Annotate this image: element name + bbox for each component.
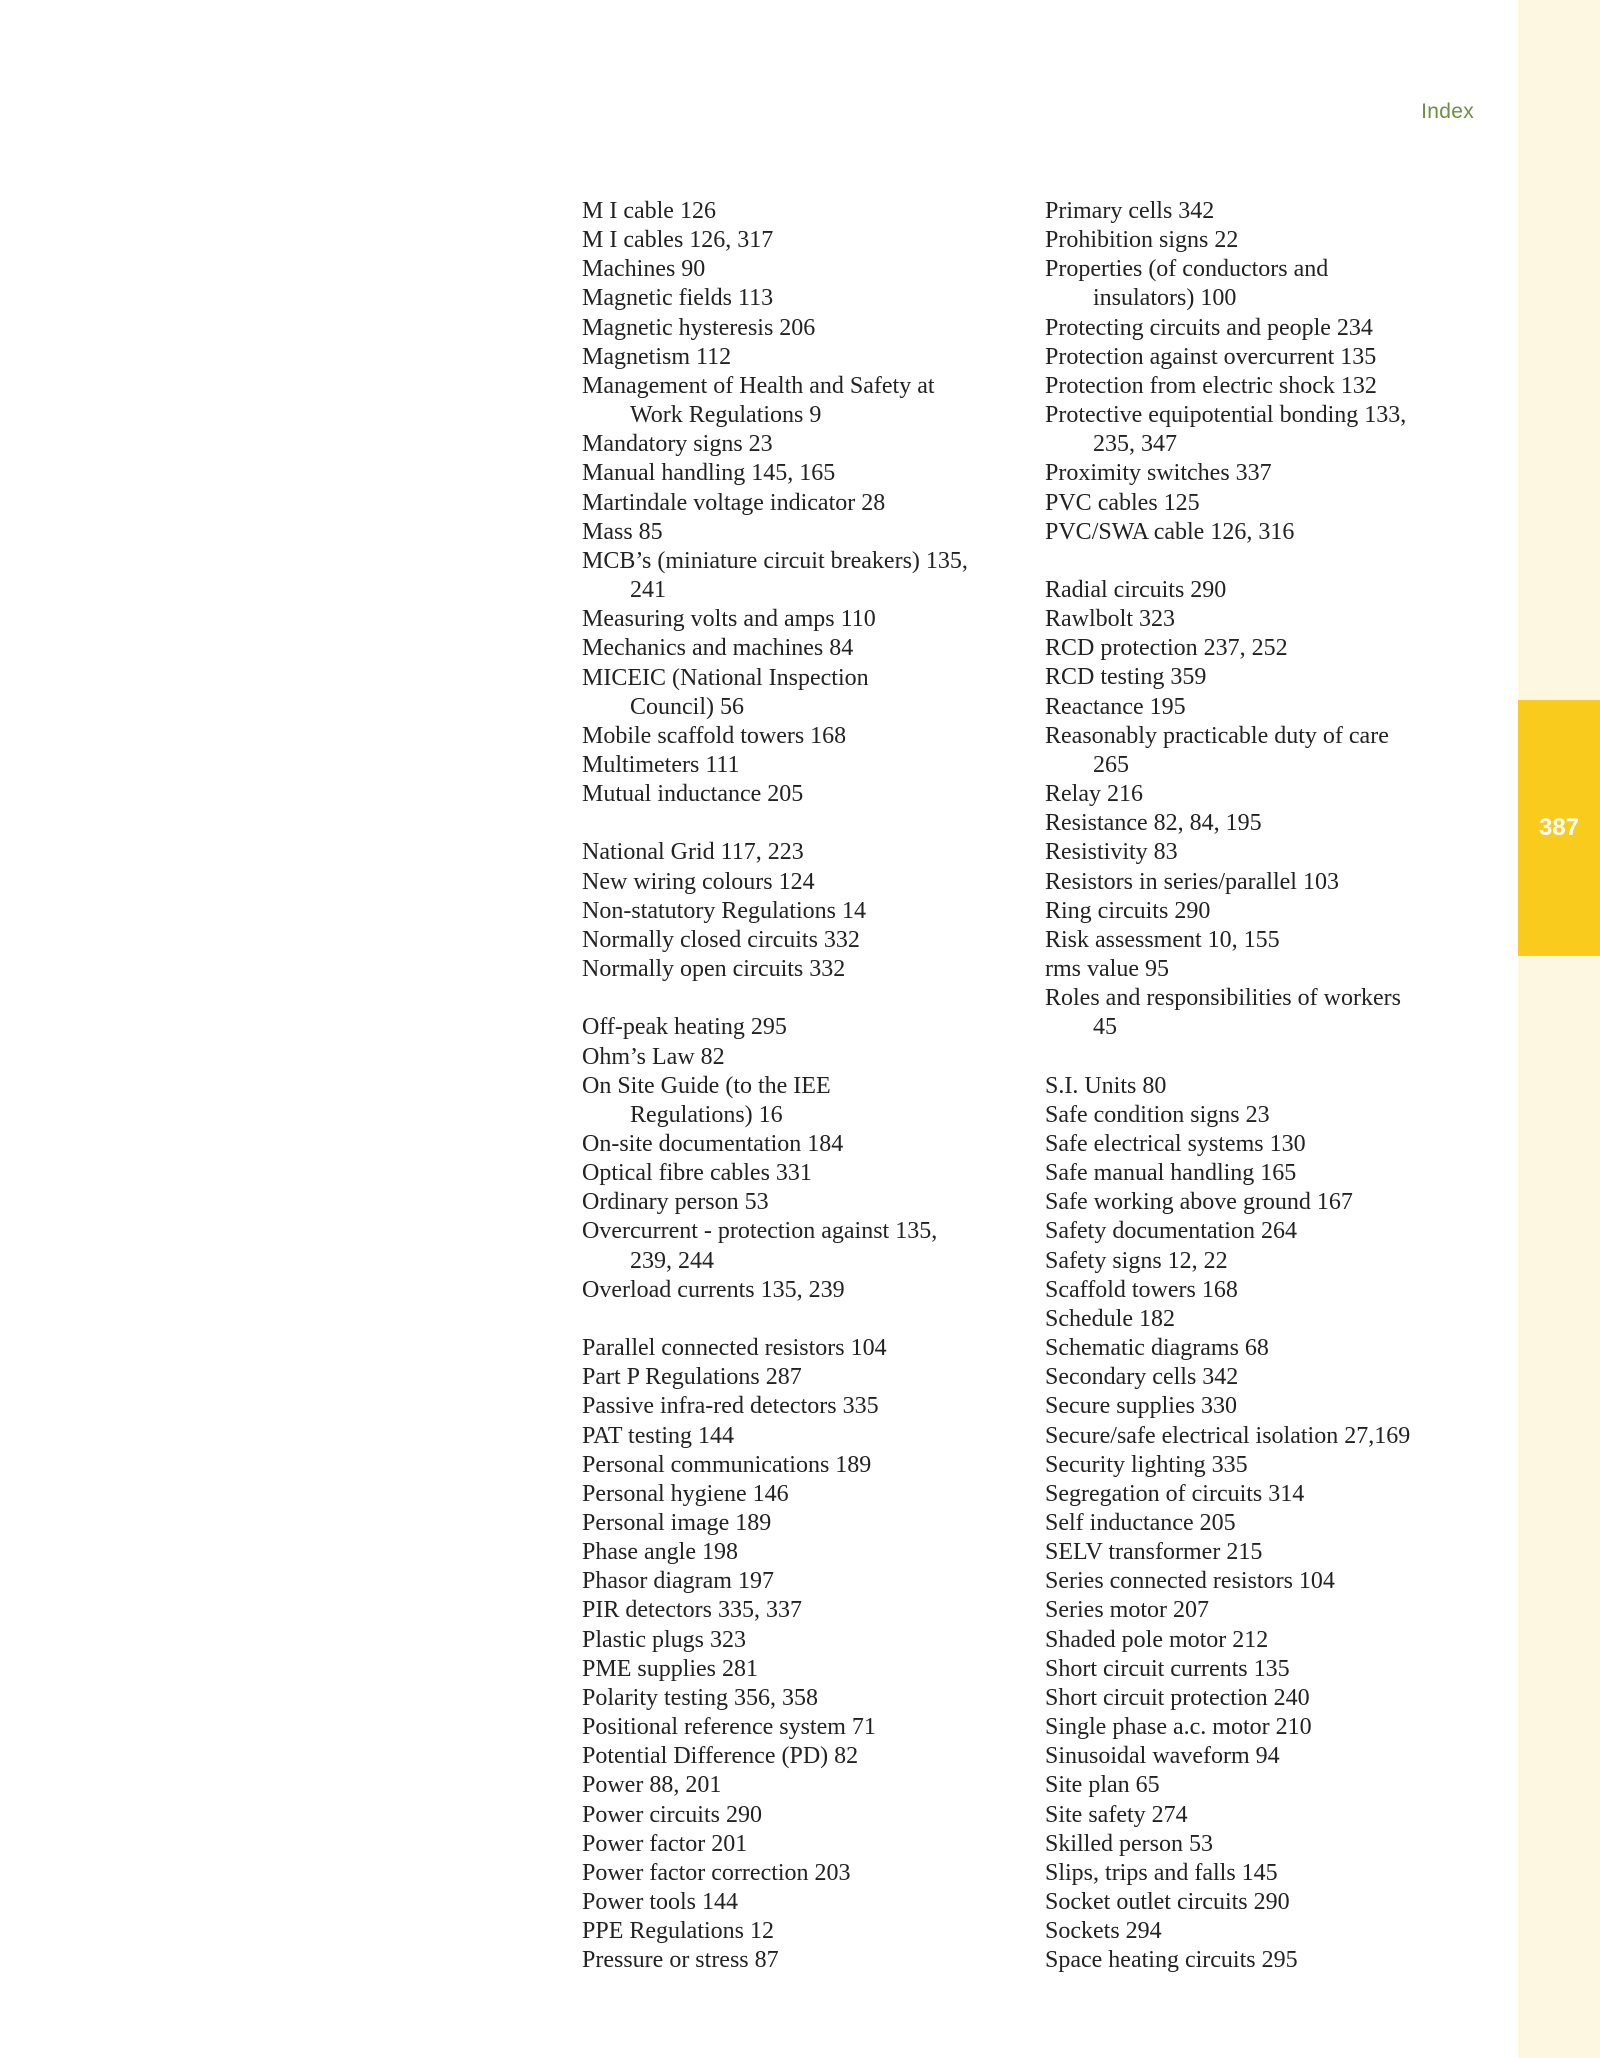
index-entry: Series connected resistors 104 (1045, 1568, 1335, 1595)
index-entry: Management of Health and Safety at Work Regulations 9 (582, 372, 935, 429)
index-entry: Off-peak heating 295 (582, 1014, 787, 1041)
index-entry: Mandatory signs 23 (582, 431, 773, 458)
index-entry: Space heating circuits 295 (1045, 1947, 1298, 1974)
index-entry: Skilled person 53 (1045, 1830, 1213, 1857)
index-entry: Proximity switches 337 (1045, 460, 1272, 487)
index-entry: Protective equipotential bonding 133, 235, 347 (1045, 402, 1407, 458)
index-entry: Measuring volts and amps 110 (582, 606, 876, 633)
index-entry: PVC cables 125 (1045, 489, 1200, 516)
index-entry: Ring circuits 290 (1045, 897, 1211, 924)
index-entry: Power factor 201 (582, 1830, 748, 1857)
index-entry: Relay 216 (1045, 781, 1143, 808)
index-entry: Parallel connected resistors 104 (582, 1335, 887, 1362)
index-entry: National Grid 117, 223 (582, 839, 804, 866)
index-entry: Safe condition signs 23 (1045, 1101, 1270, 1128)
index-entry: Self inductance 205 (1045, 1510, 1236, 1536)
index-entry: Part P Regulations 287 (582, 1364, 802, 1391)
index-column-right (1045, 197, 1475, 1976)
index-entry: Power factor correction 203 (582, 1859, 851, 1886)
index-entry: SELV transformer 215 (1045, 1539, 1263, 1566)
index-entry: PVC/SWA cable 126, 316 (1045, 518, 1295, 545)
index-entry: PPE Regulations 12 (582, 1918, 775, 1945)
index-entry: Reactance 195 (1045, 693, 1186, 720)
index-entry: RCD protection 237, 252 (1045, 635, 1288, 662)
index-entry: Overcurrent - protection against 135, 239, 244 (582, 1218, 938, 1274)
index-entry: Safe manual handling 165 (1045, 1160, 1297, 1187)
index-entry: Rawlbolt 323 (1045, 606, 1175, 633)
index-entry: Scaffold towers 168 (1045, 1276, 1238, 1303)
index-entry: Socket outlet circuits 290 (1045, 1889, 1290, 1916)
index-entry: Secure/safe electrical isolation 27,169 (1045, 1422, 1411, 1449)
index-entry: Safe working above ground 167 (1045, 1189, 1353, 1216)
index-entry: Polarity testing 356, 358 (582, 1684, 818, 1711)
index-entry: Prohibition signs 22 (1045, 227, 1239, 254)
index-entry: Personal communications 189 (582, 1451, 872, 1478)
index-entry: Magnetic fields 113 (582, 285, 774, 312)
index-entry: Normally open circuits 332 (582, 956, 846, 983)
index-entry: Mobile scaffold towers 168 (582, 722, 847, 749)
index-entry: Reasonably practicable duty of care 265 (1045, 722, 1389, 778)
index-entry: Positional reference system 71 (582, 1714, 876, 1741)
index-entry: Shaded pole motor 212 (1045, 1626, 1269, 1653)
index-entry: Power 88, 201 (582, 1772, 722, 1799)
index-entry: On-site documentation 184 (582, 1130, 844, 1157)
index-entry: Machines 90 (582, 256, 706, 283)
index-entry: Protection from electric shock 132 (1045, 372, 1377, 399)
index-entry: PAT testing 144 (582, 1422, 735, 1449)
index-entry: Personal hygiene 146 (582, 1480, 789, 1507)
index-entry: RCD testing 359 (1045, 664, 1207, 691)
index-entry: Schedule 182 (1045, 1305, 1175, 1332)
index-entry: Potential Difference (PD) 82 (582, 1743, 859, 1770)
index-entry: PME supplies 281 (582, 1655, 759, 1682)
index-entry: Non-statutory Regulations 14 (582, 897, 866, 924)
index-entry: Protection against overcurrent 135 (1045, 343, 1377, 370)
index-entry: Risk assessment 10, 155 (1045, 926, 1280, 953)
index-entry: MCB’s (miniature circuit breakers) 135, 241 (582, 547, 968, 604)
index-entry: On Site Guide (to the IEE Regulations) 16 (582, 1072, 831, 1128)
index-entry: Security lighting 335 (1045, 1451, 1248, 1478)
index-entry: Series motor 207 (1045, 1597, 1209, 1624)
index-entry: Properties (of conductors and insulators) 100 (1045, 256, 1329, 312)
side-strip (1518, 0, 1600, 2058)
index-entry: Martindale voltage indicator 28 (582, 489, 886, 516)
index-entry: Roles and responsibilities of workers 45 (1045, 985, 1401, 1041)
index-entry: Mutual inductance 205 (582, 781, 804, 808)
index-entry: Site plan 65 (1045, 1772, 1160, 1799)
index-entry: Schematic diagrams 68 (1045, 1335, 1269, 1362)
index-entry: Phasor diagram 197 (582, 1568, 774, 1595)
index-entry: Secure supplies 330 (1045, 1393, 1237, 1420)
index-entry: Phase angle 198 (582, 1539, 738, 1566)
running-header: Index (1421, 100, 1474, 123)
index-gap (582, 984, 1032, 1013)
index-entry: Safety signs 12, 22 (1045, 1247, 1228, 1274)
index-entry: Magnetism 112 (582, 343, 732, 370)
index-entry: Mass 85 (582, 518, 663, 545)
index-entry: Resistors in series/parallel 103 (1045, 868, 1339, 895)
index-entry: S.I. Units 80 (1045, 1072, 1167, 1099)
index-entry: Normally closed circuits 332 (582, 926, 860, 953)
index-gap (1045, 1043, 1475, 1072)
index-entry: Segregation of circuits 314 (1045, 1480, 1305, 1507)
index-entry: Pressure or stress 87 (582, 1947, 779, 1974)
index-entry: Single phase a.c. motor 210 (1045, 1714, 1312, 1741)
index-entry: Ohm’s Law 82 (582, 1043, 725, 1070)
index-gap (582, 809, 1032, 838)
index-entry: Multimeters 111 (582, 751, 740, 778)
index-entry: PIR detectors 335, 337 (582, 1597, 802, 1624)
index-entry: Resistivity 83 (1045, 839, 1178, 866)
index-entry: Radial circuits 290 (1045, 577, 1227, 604)
index-entry: Sinusoidal waveform 94 (1045, 1743, 1280, 1770)
index-entry: Slips, trips and falls 145 (1045, 1859, 1278, 1886)
page-number: 387 (1538, 814, 1580, 841)
index-gap (1045, 547, 1475, 576)
index-entry: Sockets 294 (1045, 1918, 1162, 1945)
index-entry: Secondary cells 342 (1045, 1364, 1239, 1391)
index-entry: M I cable 126 (582, 198, 716, 224)
index-entry: Ordinary person 53 (582, 1189, 769, 1216)
index-entry: Short circuit protection 240 (1045, 1684, 1310, 1711)
index-entry: Safe electrical systems 130 (1045, 1130, 1306, 1157)
index-entry: Short circuit currents 135 (1045, 1655, 1290, 1682)
index-entry: Overload currents 135, 239 (582, 1276, 845, 1303)
index-entry: Passive infra-red detectors 335 (582, 1393, 879, 1420)
index-entry: Optical fibre cables 331 (582, 1160, 812, 1187)
page-number-tab (1518, 700, 1600, 956)
index-entry: Primary cells 342 (1045, 198, 1215, 224)
index-entry: MICEIC (National Inspection Council) 56 (582, 664, 869, 720)
index-entry: New wiring colours 124 (582, 868, 815, 895)
index-entry: Plastic plugs 323 (582, 1626, 747, 1653)
index-entry: Manual handling 145, 165 (582, 460, 836, 487)
index-entry: Magnetic hysteresis 206 (582, 314, 816, 341)
index-entry: M I cables 126, 317 (582, 227, 774, 254)
index-entry: Resistance 82, 84, 195 (1045, 810, 1262, 837)
index-entry: Mechanics and machines 84 (582, 635, 854, 662)
index-entry: rms value 95 (1045, 956, 1169, 983)
index-entry: Personal image 189 (582, 1509, 772, 1536)
index-column-left (582, 197, 1032, 1975)
index-entry: Power circuits 290 (582, 1801, 762, 1828)
index-entry: Protecting circuits and people 234 (1045, 314, 1373, 341)
index-gap (582, 1305, 1032, 1334)
index-entry: Safety documentation 264 (1045, 1218, 1297, 1245)
index-entry: Site safety 274 (1045, 1801, 1188, 1828)
index-entry: Power tools 144 (582, 1889, 738, 1916)
